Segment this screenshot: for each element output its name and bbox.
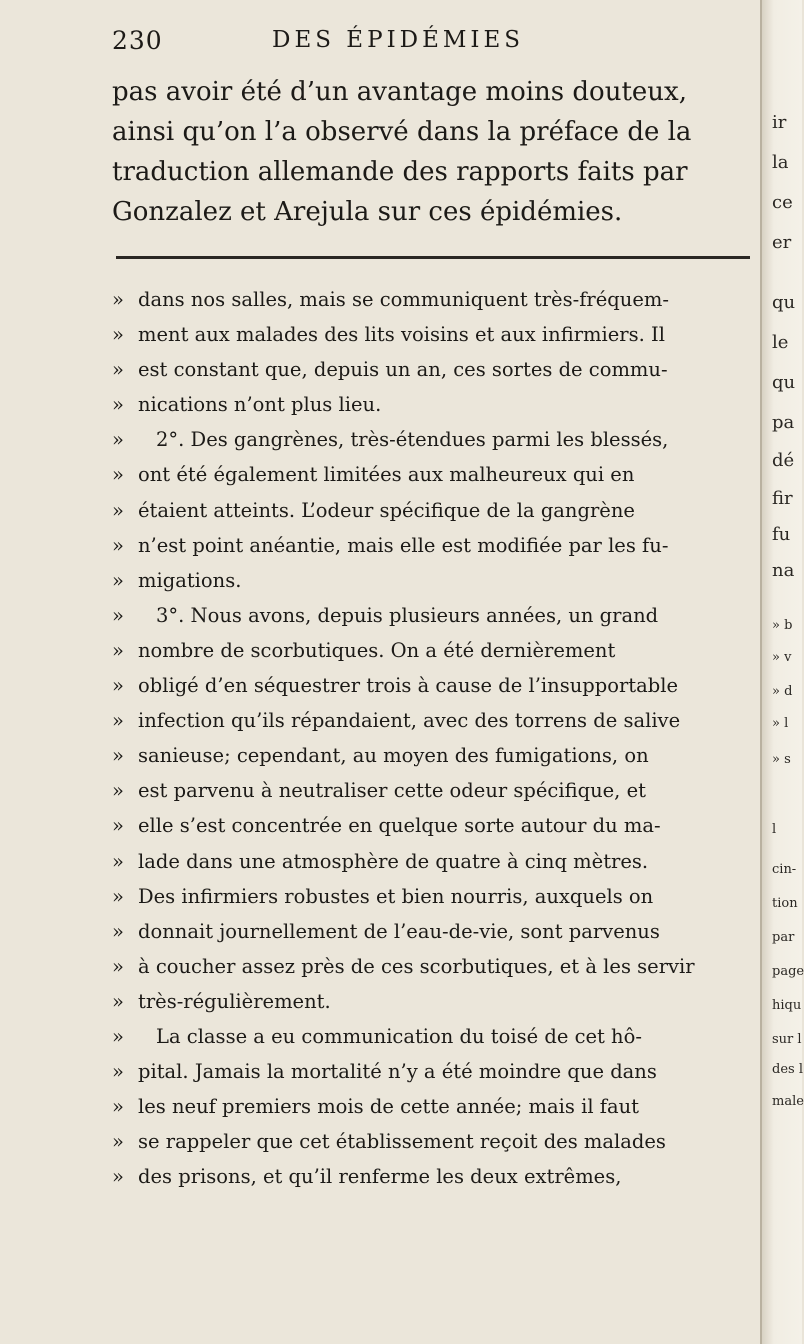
quote-text: elle s’est concentrée en quelque sorte autour du ma- xyxy=(138,814,661,838)
quote-text: nombre de scorbutiques. On a été dernièrement xyxy=(138,638,616,662)
quote-line xyxy=(112,879,762,914)
quote-text: des prisons, et qu’il renferme les deux extrêmes, xyxy=(138,1165,622,1189)
quote-line xyxy=(112,984,762,1019)
intro-paragraph xyxy=(112,72,752,232)
quote-text: sanieuse; cependant, au moyen des fumigations, on xyxy=(138,744,649,768)
edge-fragment: pa xyxy=(772,412,795,433)
edge-fragment: le xyxy=(772,332,789,353)
quote-text: à coucher assez près de ces scorbutiques, et à les servir xyxy=(138,954,695,978)
quote-text: migations. xyxy=(138,568,242,592)
edge-fragment: qu xyxy=(772,292,796,313)
quote-mark: » xyxy=(112,954,124,978)
quote-line xyxy=(112,633,762,668)
quote-text: obligé d’en séquestrer trois à cause de l’insupportable xyxy=(138,674,679,698)
quote-text: étaient atteints. L’odeur spécifique de la gangrène xyxy=(138,498,635,522)
quote-mark: » xyxy=(112,428,124,452)
quote-text: infection qu’ils répandaient, avec des torrens de salive xyxy=(138,709,681,733)
quote-mark: » xyxy=(112,919,124,943)
edge-fragment: fu xyxy=(772,524,791,545)
quote-mark: » xyxy=(112,603,124,627)
text-line: pas avoir été d’un avantage moins douteux, xyxy=(112,77,687,107)
quote-line xyxy=(112,282,762,317)
running-title: DES ÉPIDÉMIES xyxy=(272,27,525,53)
quote-mark: » xyxy=(112,1060,124,1084)
quote-line xyxy=(112,1089,762,1124)
page-header xyxy=(112,26,752,66)
section-rule xyxy=(116,256,750,259)
quote-text: est parvenu à neutraliser cette odeur spécifique, et xyxy=(138,779,646,803)
quote-mark: » xyxy=(112,814,124,838)
quote-mark: » xyxy=(112,323,124,347)
quote-line xyxy=(112,1019,762,1054)
quote-line xyxy=(112,703,762,738)
quote-line xyxy=(112,528,762,563)
edge-fragment: ir xyxy=(772,112,787,133)
page-number: 230 xyxy=(112,26,163,55)
quote-line xyxy=(112,844,762,879)
edge-fragment: » d xyxy=(772,684,793,699)
edge-fragment: er xyxy=(772,232,792,253)
quote-text: ont été également limitées aux malheureux qui en xyxy=(138,463,635,487)
quote-mark: » xyxy=(112,638,124,662)
quote-line xyxy=(112,387,762,422)
quote-line xyxy=(112,773,762,808)
quote-text: dans nos salles, mais se communiquent très-fréquem- xyxy=(138,288,669,311)
quote-mark: » xyxy=(112,884,124,908)
quote-mark: » xyxy=(112,288,124,311)
quote-line xyxy=(112,949,762,984)
quote-mark: » xyxy=(112,1165,124,1189)
quote-line xyxy=(112,422,762,457)
quote-line xyxy=(112,738,762,773)
quote-line xyxy=(112,1054,762,1089)
quote-line xyxy=(112,352,762,387)
edge-fragment: » b xyxy=(772,618,793,633)
quote-line xyxy=(112,317,762,352)
quote-mark: » xyxy=(112,709,124,733)
edge-fragment: na xyxy=(772,560,795,581)
quote-text: se rappeler que cet établissement reçoit des malades xyxy=(138,1130,666,1154)
quote-mark: » xyxy=(112,849,124,873)
quote-text: très-régulièrement. xyxy=(138,989,331,1013)
quote-mark: » xyxy=(112,463,124,487)
quote-mark: » xyxy=(112,393,124,417)
quote-mark: » xyxy=(112,358,124,382)
quote-text: La classe a eu communication du toisé de cet hô- xyxy=(156,1024,642,1048)
edge-fragment: la xyxy=(772,152,789,173)
edge-fragment: dé xyxy=(772,450,795,471)
quote-text: Des infirmiers robustes et bien nourris, auxquels on xyxy=(138,884,654,908)
edge-fragment: » v xyxy=(772,650,792,665)
edge-fragment: l xyxy=(772,822,777,837)
edge-fragment: par xyxy=(772,930,795,945)
quote-text: lade dans une atmosphère de quatre à cinq mètres. xyxy=(138,849,649,873)
edge-fragment: qu xyxy=(772,372,796,393)
quote-line xyxy=(112,493,762,528)
edge-fragment: fir xyxy=(772,488,793,509)
quote-text: 3°. Nous avons, depuis plusieurs années, un grand xyxy=(156,603,659,627)
text-line: ainsi qu’on l’a observé dans la préface de la xyxy=(112,117,692,147)
quote-mark: » xyxy=(112,1130,124,1154)
quote-text: ment aux malades des lits voisins et aux infirmiers. Il xyxy=(138,323,665,347)
quote-text: est constant que, depuis un an, ces sortes de commu- xyxy=(138,358,668,382)
edge-fragment: male xyxy=(772,1094,804,1109)
quote-text: n’est point anéantie, mais elle est modifiée par les fu- xyxy=(138,533,669,557)
quote-text: nications n’ont plus lieu. xyxy=(138,393,382,417)
quote-line xyxy=(112,598,762,633)
quote-line xyxy=(112,457,762,492)
facing-page-fragments xyxy=(766,0,804,1344)
quote-mark: » xyxy=(112,674,124,698)
edge-fragment: des l xyxy=(772,1062,803,1077)
text-line: traduction allemande des rapports faits par xyxy=(112,157,688,187)
text-line: Gonzalez et Arejula sur ces épidémies. xyxy=(112,197,623,227)
edge-fragment: tion xyxy=(772,896,798,911)
quote-text: 2°. Des gangrènes, très-étendues parmi les blessés, xyxy=(156,428,669,452)
quoted-report xyxy=(112,282,762,1194)
quote-line xyxy=(112,1124,762,1159)
quote-line xyxy=(112,668,762,703)
quote-text: pital. Jamais la mortalité n’y a été moindre que dans xyxy=(138,1060,657,1084)
edge-fragment: hiqu xyxy=(772,998,802,1013)
quote-mark: » xyxy=(112,744,124,768)
quote-mark: » xyxy=(112,568,124,592)
quote-line xyxy=(112,1159,762,1194)
edge-fragment: sur l xyxy=(772,1032,802,1047)
quote-line xyxy=(112,808,762,843)
edge-fragment: » l xyxy=(772,716,789,731)
quote-mark: » xyxy=(112,1024,124,1048)
quote-line xyxy=(112,914,762,949)
edge-fragment: ce xyxy=(772,192,793,213)
edge-fragment: cin- xyxy=(772,862,797,877)
quote-mark: » xyxy=(112,779,124,803)
quote-text: les neuf premiers mois de cette année; mais il faut xyxy=(138,1095,640,1119)
edge-fragment: page xyxy=(772,964,804,979)
quote-mark: » xyxy=(112,1095,124,1119)
quote-mark: » xyxy=(112,989,124,1013)
quote-line xyxy=(112,563,762,598)
edge-fragment: » s xyxy=(772,752,791,767)
quote-text: donnait journellement de l’eau-de-vie, sont parvenus xyxy=(138,919,660,943)
quote-mark: » xyxy=(112,533,124,557)
quote-mark: » xyxy=(112,498,124,522)
